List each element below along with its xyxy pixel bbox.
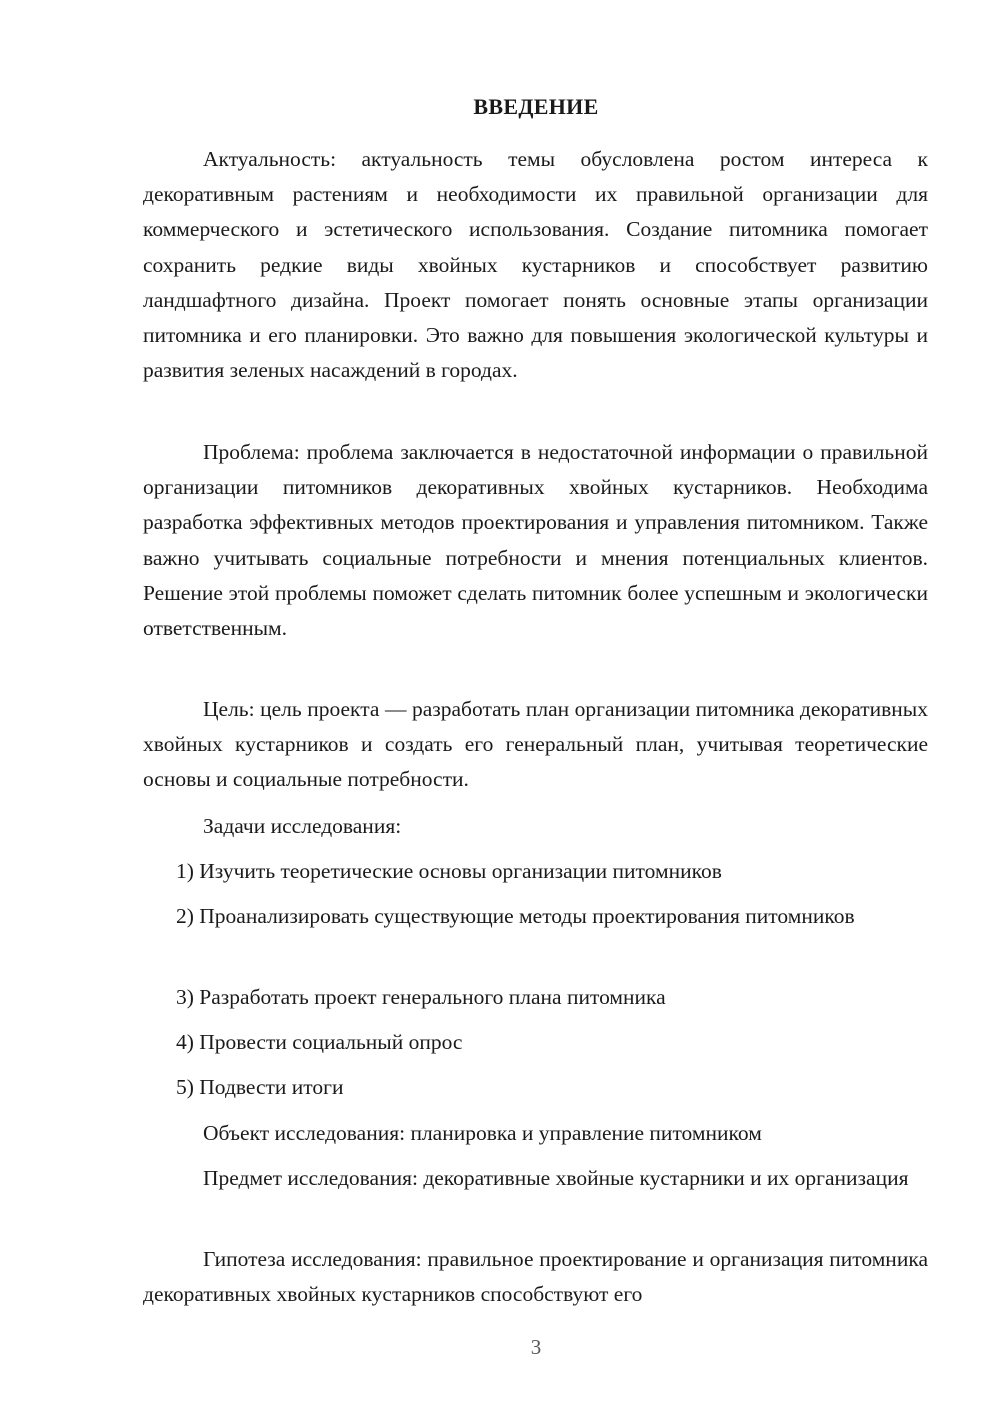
task-item-1: 1) Изучить теоретические основы организации питомников [176, 859, 722, 883]
paragraph-problem: Проблема: проблема заключается в недостаточной информации о правильной организации питомников декоративных хвойных кустарников. Необходима разработка эффективных методов проектирования и управления питомником. Также важно учитывать социальные потребности и мнения потенциальных клиентов. Решение этой проблемы поможет сделать питомник более успешным и экологически ответственным. [143, 440, 928, 641]
page-number: 3 [530, 1335, 542, 1359]
page-title: ВВЕДЕНИЕ [473, 94, 599, 119]
paragraph-relevance: Актуальность: актуальность темы обусловлена ростом интереса к декоративным растениям и необходимости их правильной организации для коммерческого и эстетического использования. Создание питомника помогает сохранить редкие виды хвойных кустарников и способствует развитию ландшафтного дизайна. Проект помогает понять основные этапы организации питомника и его планировки. Это важно для повышения экологической культуры и развития зеленых насаждений в городах. [143, 147, 928, 383]
task-item-2: 2) Проанализировать существующие методы проектирования питомников [176, 904, 855, 928]
paragraph-hypothesis: Гипотеза исследования: правильное проектирование и организация питомника декоративных хвойных кустарников способствуют его [143, 1247, 928, 1307]
paragraph-goal: Цель: цель проекта — разработать план организации питомника декоративных хвойных кустарников и создать его генеральный план, учитывая теоретические основы и социальные потребности. [143, 697, 928, 792]
task-item-5: 5) Подвести итоги [176, 1075, 344, 1099]
paragraph-subject: Предмет исследования: декоративные хвойные кустарники и их организация [203, 1166, 909, 1190]
paragraph-object: Объект исследования: планировка и управление питомником [203, 1121, 762, 1145]
task-item-3: 3) Разработать проект генерального плана питомника [176, 985, 666, 1009]
task-item-4: 4) Провести социальный опрос [176, 1030, 463, 1054]
tasks-title: Задачи исследования: [203, 814, 402, 838]
